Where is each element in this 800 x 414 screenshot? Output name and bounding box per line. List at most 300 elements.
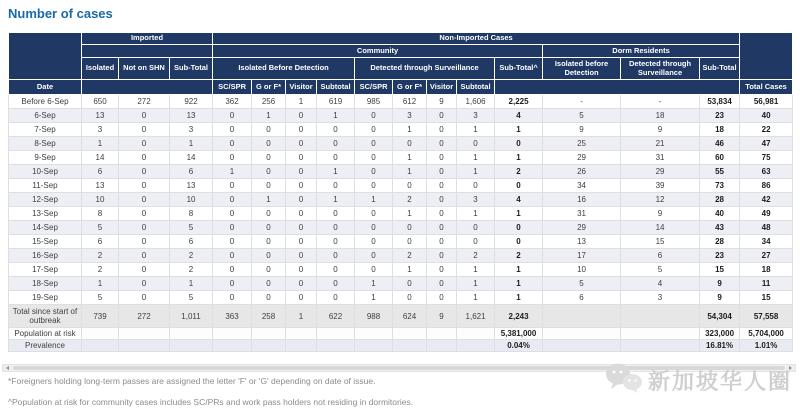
table-body <box>9 95 793 352</box>
value-cell: 31 <box>621 151 700 165</box>
wechat-logo-icon <box>605 362 643 399</box>
header-dorm-residents: Dorm Residents <box>543 45 740 58</box>
value-cell: 0 <box>252 123 286 137</box>
value-cell: 0 <box>252 151 286 165</box>
value-cell: 0 <box>495 235 543 249</box>
value-cell: 1 <box>495 291 543 305</box>
value-cell: 21 <box>621 137 700 151</box>
value-cell: 1 <box>457 291 495 305</box>
value-cell <box>286 340 317 352</box>
header-dorm-isolated: Isolated before Detection <box>543 58 621 80</box>
value-cell: 1 <box>457 151 495 165</box>
value-cell: 28 <box>700 235 740 249</box>
value-cell: 0 <box>213 291 252 305</box>
value-cell: 922 <box>170 95 213 109</box>
value-cell: 4 <box>495 109 543 123</box>
row-label-cell: 17-Sep <box>9 263 82 277</box>
row-label-cell: Prevalence <box>9 340 82 352</box>
value-cell: 0 <box>286 179 317 193</box>
value-cell: 0 <box>355 235 393 249</box>
header-isolated-before-detection: Isolated Before Detection <box>213 58 355 80</box>
header-sc-spr-1: SC/SPR <box>213 80 252 95</box>
value-cell: 0 <box>119 207 170 221</box>
value-cell: 0 <box>213 235 252 249</box>
value-cell: 1 <box>355 291 393 305</box>
value-cell: 0 <box>317 249 355 263</box>
table-row <box>9 207 793 221</box>
value-cell: 0 <box>355 165 393 179</box>
value-cell: 0 <box>252 277 286 291</box>
value-cell <box>621 305 700 328</box>
header-community: Community <box>213 45 543 58</box>
value-cell: 0 <box>317 123 355 137</box>
value-cell <box>355 328 393 340</box>
value-cell: 43 <box>700 221 740 235</box>
value-cell: 34 <box>740 235 793 249</box>
value-cell <box>213 328 252 340</box>
value-cell: 26 <box>543 165 621 179</box>
row-label-cell: Total since start of outbreak <box>9 305 82 328</box>
value-cell <box>621 328 700 340</box>
value-cell: 0 <box>286 291 317 305</box>
value-cell <box>457 340 495 352</box>
value-cell: 0 <box>457 137 495 151</box>
value-cell: 0 <box>317 137 355 151</box>
value-cell: 1 <box>457 165 495 179</box>
value-cell <box>621 340 700 352</box>
value-cell: 29 <box>543 151 621 165</box>
value-cell: 0 <box>355 221 393 235</box>
value-cell: 0 <box>252 137 286 151</box>
value-cell: 0 <box>427 193 457 207</box>
value-cell: 1 <box>252 109 286 123</box>
value-cell: 0 <box>119 123 170 137</box>
row-label-cell: 19-Sep <box>9 291 82 305</box>
header-imported-subtotal: Sub-Total <box>170 58 213 80</box>
value-cell <box>252 340 286 352</box>
value-cell: 0 <box>427 165 457 179</box>
value-cell: 0 <box>213 137 252 151</box>
row-label-cell: 12-Sep <box>9 193 82 207</box>
header-total-cases: Total Cases <box>740 80 793 95</box>
value-cell: 1,621 <box>457 305 495 328</box>
value-cell: 46 <box>700 137 740 151</box>
value-cell: 619 <box>317 95 355 109</box>
value-cell <box>119 328 170 340</box>
header-visitor-2: Visitor <box>427 80 457 95</box>
value-cell: 5 <box>543 109 621 123</box>
value-cell: 272 <box>119 95 170 109</box>
value-cell: 5 <box>170 291 213 305</box>
value-cell <box>82 328 119 340</box>
value-cell: 0 <box>286 221 317 235</box>
row-label-cell: 13-Sep <box>9 207 82 221</box>
value-cell: 0 <box>457 221 495 235</box>
value-cell: 8 <box>170 207 213 221</box>
value-cell: 2 <box>393 249 427 263</box>
value-cell: 60 <box>700 151 740 165</box>
value-cell: 1 <box>286 95 317 109</box>
value-cell: 0 <box>286 123 317 137</box>
value-cell: 13 <box>170 179 213 193</box>
table-row <box>9 123 793 137</box>
value-cell: 0 <box>119 151 170 165</box>
row-label-cell: 10-Sep <box>9 165 82 179</box>
value-cell: 9 <box>621 207 700 221</box>
value-cell: 1 <box>393 263 427 277</box>
value-cell: 6 <box>82 235 119 249</box>
value-cell: 0 <box>213 221 252 235</box>
value-cell: 0 <box>213 249 252 263</box>
value-cell: 1 <box>393 151 427 165</box>
header-g-or-f-1: G or F* <box>252 80 286 95</box>
value-cell: 0 <box>252 179 286 193</box>
table-row <box>9 305 793 328</box>
value-cell: 1,606 <box>457 95 495 109</box>
value-cell: 0 <box>317 263 355 277</box>
value-cell: 47 <box>740 137 793 151</box>
imported-blank-cell-2 <box>82 80 213 95</box>
table-row <box>9 165 793 179</box>
imported-blank-cell <box>82 45 213 58</box>
value-cell: 18 <box>700 123 740 137</box>
page-title: Number of cases <box>8 6 113 21</box>
value-cell: 1 <box>82 277 119 291</box>
value-cell: 5 <box>82 221 119 235</box>
header-subtotal-2: Subtotal <box>457 80 495 95</box>
value-cell: 16 <box>543 193 621 207</box>
table-row <box>9 179 793 193</box>
value-cell: 0 <box>213 179 252 193</box>
header-subtotal-1: Subtotal <box>317 80 355 95</box>
value-cell <box>427 340 457 352</box>
value-cell: 1 <box>495 207 543 221</box>
value-cell: 13 <box>170 109 213 123</box>
value-cell: 0 <box>457 179 495 193</box>
value-cell: 1 <box>495 263 543 277</box>
value-cell: 323,000 <box>700 328 740 340</box>
value-cell: 48 <box>740 221 793 235</box>
value-cell: 0 <box>427 123 457 137</box>
value-cell: 6 <box>170 235 213 249</box>
row-label-cell: 11-Sep <box>9 179 82 193</box>
value-cell <box>170 328 213 340</box>
value-cell: 0 <box>427 235 457 249</box>
header-non-imported: Non-Imported Cases <box>213 33 740 45</box>
value-cell <box>543 305 621 328</box>
value-cell: 27 <box>740 249 793 263</box>
value-cell: 40 <box>740 109 793 123</box>
value-cell: 15 <box>700 263 740 277</box>
table-row <box>9 328 793 340</box>
value-cell: - <box>621 95 700 109</box>
header-date: Date <box>9 80 82 95</box>
value-cell: 0 <box>119 165 170 179</box>
value-cell: 0 <box>393 221 427 235</box>
value-cell: 10 <box>82 193 119 207</box>
value-cell: 0 <box>252 263 286 277</box>
value-cell <box>393 340 427 352</box>
value-cell: 0 <box>213 109 252 123</box>
value-cell: 0 <box>427 277 457 291</box>
value-cell: 0 <box>252 235 286 249</box>
value-cell: 0 <box>317 277 355 291</box>
value-cell: 6 <box>82 165 119 179</box>
value-cell: 1 <box>495 123 543 137</box>
value-cell: 39 <box>621 179 700 193</box>
value-cell: 10 <box>543 263 621 277</box>
value-cell: 0 <box>355 249 393 263</box>
row-label-cell: 15-Sep <box>9 235 82 249</box>
value-cell: 3 <box>82 123 119 137</box>
value-cell: 25 <box>543 137 621 151</box>
value-cell: 0 <box>286 249 317 263</box>
value-cell: 5 <box>621 263 700 277</box>
value-cell <box>543 328 621 340</box>
date-column-blank-header <box>9 33 82 80</box>
value-cell: 0 <box>119 109 170 123</box>
value-cell <box>252 328 286 340</box>
value-cell: 10 <box>170 193 213 207</box>
value-cell: 1.01% <box>740 340 793 352</box>
value-cell: 0 <box>119 249 170 263</box>
value-cell: 1 <box>317 193 355 207</box>
row-label-cell: 9-Sep <box>9 151 82 165</box>
value-cell: 0 <box>427 263 457 277</box>
header-community-subtotal: Sub-Total^ <box>495 58 543 80</box>
value-cell: 622 <box>317 305 355 328</box>
table-row <box>9 291 793 305</box>
value-cell: 14 <box>170 151 213 165</box>
value-cell: 362 <box>213 95 252 109</box>
value-cell: 40 <box>700 207 740 221</box>
value-cell: 29 <box>543 221 621 235</box>
value-cell: 1 <box>252 193 286 207</box>
value-cell: 63 <box>740 165 793 179</box>
row-label-cell: 8-Sep <box>9 137 82 151</box>
value-cell: 2,243 <box>495 305 543 328</box>
value-cell: 0 <box>427 179 457 193</box>
value-cell: 1 <box>355 193 393 207</box>
value-cell: 3 <box>621 291 700 305</box>
value-cell: 0 <box>252 291 286 305</box>
value-cell: 57,558 <box>740 305 793 328</box>
value-cell: 739 <box>82 305 119 328</box>
value-cell: 0 <box>427 109 457 123</box>
row-label-cell: 16-Sep <box>9 249 82 263</box>
footnote-population: ^Population at risk for community cases includes SC/PRs and work pass holders not residing in dormitories. <box>8 397 414 407</box>
value-cell: 9 <box>543 123 621 137</box>
value-cell: 2 <box>495 165 543 179</box>
table-row <box>9 151 793 165</box>
value-cell: 0 <box>119 221 170 235</box>
table-row <box>9 137 793 151</box>
value-cell: 34 <box>543 179 621 193</box>
value-cell: 23 <box>700 109 740 123</box>
value-cell: 0 <box>317 291 355 305</box>
value-cell: 29 <box>621 165 700 179</box>
value-cell: 0 <box>495 137 543 151</box>
value-cell: 0 <box>495 221 543 235</box>
value-cell: 12 <box>621 193 700 207</box>
value-cell: 9 <box>700 277 740 291</box>
value-cell: 86 <box>740 179 793 193</box>
header-detected-surveillance: Detected through Surveillance <box>355 58 495 80</box>
table-row <box>9 109 793 123</box>
value-cell: 0 <box>355 263 393 277</box>
value-cell: 0 <box>119 277 170 291</box>
value-cell: 0 <box>317 207 355 221</box>
value-cell: 55 <box>700 165 740 179</box>
value-cell: 1 <box>355 277 393 291</box>
value-cell: 0 <box>393 277 427 291</box>
value-cell <box>213 340 252 352</box>
value-cell: 1 <box>495 277 543 291</box>
value-cell <box>317 328 355 340</box>
value-cell: 0 <box>119 291 170 305</box>
value-cell: 3 <box>393 109 427 123</box>
value-cell <box>355 340 393 352</box>
table-row <box>9 95 793 109</box>
value-cell: 9 <box>427 305 457 328</box>
value-cell: 0 <box>393 137 427 151</box>
value-cell: 0 <box>286 277 317 291</box>
value-cell: 0 <box>286 137 317 151</box>
value-cell: 2 <box>170 249 213 263</box>
value-cell: 988 <box>355 305 393 328</box>
total-cases-blank-header <box>740 33 793 80</box>
value-cell: 0 <box>286 193 317 207</box>
value-cell: 1 <box>317 165 355 179</box>
value-cell: 0 <box>213 263 252 277</box>
value-cell: 1 <box>82 137 119 151</box>
value-cell: 0 <box>427 151 457 165</box>
row-label-cell: 7-Sep <box>9 123 82 137</box>
header-sc-spr-2: SC/SPR <box>355 80 393 95</box>
value-cell: 14 <box>621 221 700 235</box>
value-cell: 1 <box>457 123 495 137</box>
value-cell: - <box>543 95 621 109</box>
value-cell: 0 <box>286 109 317 123</box>
value-cell <box>170 340 213 352</box>
row-label-cell: Before 6-Sep <box>9 95 82 109</box>
value-cell: 11 <box>740 277 793 291</box>
value-cell: 0 <box>286 207 317 221</box>
value-cell: 9 <box>700 291 740 305</box>
value-cell: 6 <box>170 165 213 179</box>
value-cell: 0 <box>252 249 286 263</box>
header-isolated: Isolated <box>82 58 119 80</box>
value-cell: 0 <box>495 179 543 193</box>
table-row <box>9 263 793 277</box>
value-cell: 0 <box>393 235 427 249</box>
value-cell: 9 <box>621 123 700 137</box>
scrollbar-left-arrow-icon[interactable] <box>3 365 12 371</box>
value-cell: 18 <box>621 109 700 123</box>
value-cell: 0 <box>286 151 317 165</box>
value-cell: 0 <box>252 207 286 221</box>
table-row <box>9 249 793 263</box>
value-cell: 42 <box>740 193 793 207</box>
header-not-on-shn: Not on SHN <box>119 58 170 80</box>
value-cell: 0 <box>355 151 393 165</box>
value-cell: 363 <box>213 305 252 328</box>
value-cell: 2 <box>170 263 213 277</box>
value-cell: 256 <box>252 95 286 109</box>
value-cell: 1 <box>286 305 317 328</box>
value-cell <box>82 340 119 352</box>
value-cell: 1 <box>495 151 543 165</box>
watermark-text: 新加坡华人圈 <box>647 369 792 394</box>
value-cell: 28 <box>700 193 740 207</box>
value-cell: 5,381,000 <box>495 328 543 340</box>
row-label-cell: 6-Sep <box>9 109 82 123</box>
value-cell: 1 <box>213 165 252 179</box>
value-cell: 0 <box>393 179 427 193</box>
value-cell: 0 <box>427 207 457 221</box>
value-cell: 5 <box>170 221 213 235</box>
value-cell: 75 <box>740 151 793 165</box>
value-cell: 0 <box>355 109 393 123</box>
value-cell: 0 <box>119 235 170 249</box>
value-cell: 9 <box>427 95 457 109</box>
value-cell: 0 <box>213 123 252 137</box>
value-cell: 0 <box>252 221 286 235</box>
value-cell: 15 <box>621 235 700 249</box>
table-row <box>9 193 793 207</box>
watermark <box>605 362 792 399</box>
row-label-cell: Population at risk <box>9 328 82 340</box>
value-cell: 1 <box>457 263 495 277</box>
value-cell: 0 <box>213 193 252 207</box>
value-cell: 15 <box>740 291 793 305</box>
value-cell: 0 <box>427 291 457 305</box>
value-cell: 8 <box>82 207 119 221</box>
value-cell: 1 <box>393 123 427 137</box>
value-cell: 0 <box>355 137 393 151</box>
value-cell: 6 <box>543 291 621 305</box>
value-cell: 2 <box>457 249 495 263</box>
header-dorm-detected: Detected through Surveillance <box>621 58 700 80</box>
value-cell: 3 <box>457 109 495 123</box>
value-cell: 0 <box>286 263 317 277</box>
table-row <box>9 340 793 352</box>
value-cell: 22 <box>740 123 793 137</box>
value-cell: 0 <box>457 235 495 249</box>
value-cell: 0 <box>355 207 393 221</box>
value-cell: 0 <box>393 291 427 305</box>
value-cell <box>393 328 427 340</box>
value-cell: 73 <box>700 179 740 193</box>
value-cell: 0 <box>252 165 286 179</box>
value-cell: 4 <box>621 277 700 291</box>
value-cell: 0 <box>355 123 393 137</box>
value-cell: 0 <box>317 179 355 193</box>
value-cell: 0 <box>119 263 170 277</box>
value-cell: 985 <box>355 95 393 109</box>
value-cell: 13 <box>82 179 119 193</box>
value-cell <box>543 340 621 352</box>
value-cell: 6 <box>621 249 700 263</box>
table-row <box>9 277 793 291</box>
value-cell: 2 <box>495 249 543 263</box>
value-cell: 0 <box>286 235 317 249</box>
footnote-foreigners: *Foreigners holding long-term passes are assigned the letter 'F' or 'G' depending on date of issue. <box>8 376 376 386</box>
value-cell: 0 <box>427 249 457 263</box>
value-cell: 17 <box>543 249 621 263</box>
value-cell: 13 <box>82 109 119 123</box>
value-cell: 0 <box>286 165 317 179</box>
